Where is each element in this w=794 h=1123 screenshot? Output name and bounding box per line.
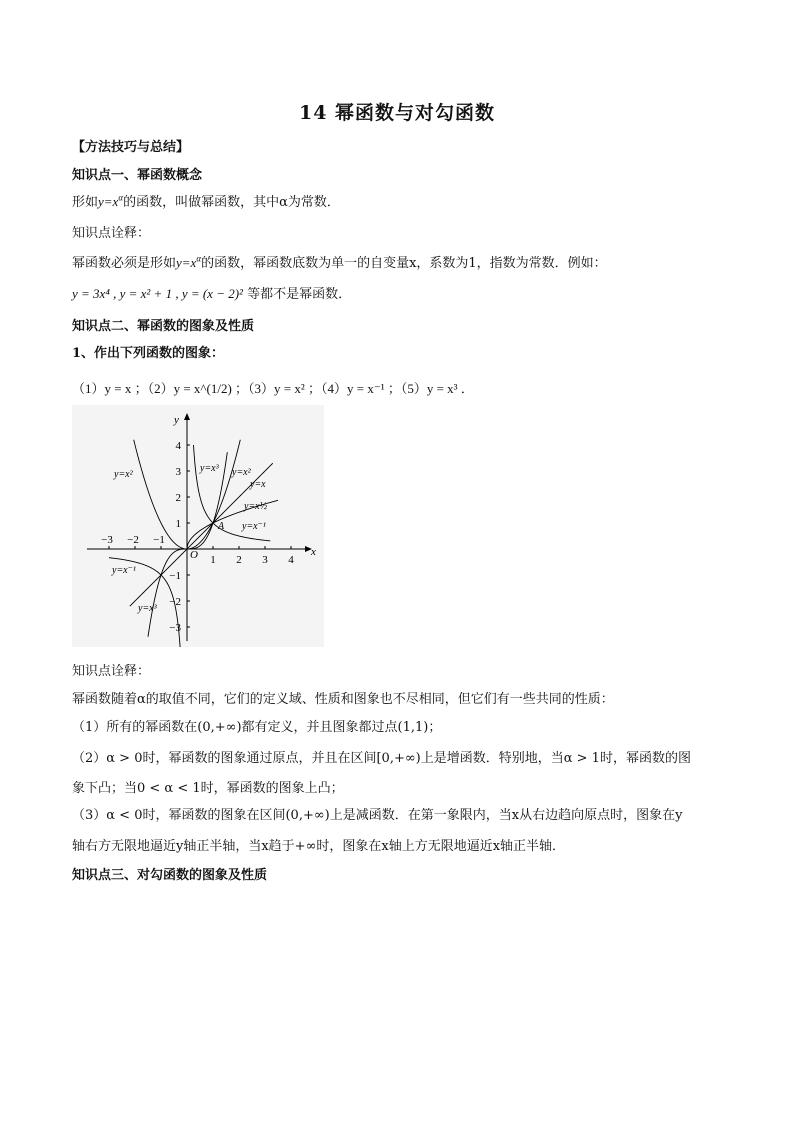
kp1-def-exponent: α [118,192,124,203]
label-y-x2-left: y=x² [114,469,133,480]
power-function-graph [72,405,324,647]
section-header: 【方法技巧与总结】 [72,140,190,155]
kp2-functions: （1）y = x ；（2）y = x^(1/2) ；（3）y = x² ；（4）y = x⁻¹ ；（5）y = x³ ． [72,381,474,396]
x-tick-label: 4 [288,554,294,566]
y-tick-label: 1 [175,518,181,530]
label-y-x3-bottom: y=x³ [138,603,157,614]
y-tick-label: −2 [169,596,181,608]
y-tick-label: −1 [169,570,181,582]
y-tick-label: 4 [175,440,181,452]
kp2-intro: 幂函数随着α的取值不同，它们的定义域、性质和图象也不尽相同，但它们有一些共同的性质： [72,692,614,707]
page-title: 14 幂函数与对勾函数 [298,102,496,124]
label-y-inv-right: y=x⁻¹ [242,521,266,532]
kp3-heading: 知识点三、对勾函数的图象及性质 [72,868,268,883]
kp1-note-exponent: α [196,253,202,264]
kp2-property-2a: （2）α > 0时，幂函数的图象通过原点，并且在区间[0,+∞)上是增函数．特别地，当α > 1时，幂函数的图 [72,751,691,766]
kp1-examples [72,283,351,302]
x-tick-label: 3 [262,554,268,566]
y-tick-label: −3 [169,622,181,634]
kp1-definition [72,191,340,210]
y-tick-label: 2 [175,492,181,504]
label-y-x2-right: y=x² [232,467,251,478]
kp2-task: 1、作出下列函数的图象： [72,346,225,361]
graph-svg [72,405,324,647]
kp2-heading: 知识点二、幂函数的图象及性质 [72,319,255,334]
kp1-note-heading: 知识点诠释： [72,226,151,241]
kp1-note-formula: y=x [176,255,197,270]
x-tick-label: 1 [210,554,216,566]
label-y-inv-left: y=x⁻¹ [112,565,136,576]
kp1-heading: 知识点一、幂函数概念 [72,168,203,183]
kp1-note-text-2: 的函数，幂函数底数为单一的自变量x，系数为1，指数为常数．例如： [201,256,607,271]
kp2-property-3b: 轴右方无限地逼近y轴正半轴，当x趋于+∞时，图象在x轴上方无限地逼近x轴正半轴． [72,839,566,854]
kp1-examples-formula: y = 3x⁴ , y = x² + 1 , y = (x − 2)² [72,286,243,301]
kp1-examples-tail: 等都不是幂函数． [247,287,352,302]
kp2-property-1: （1）所有的幂函数在(0,+∞)都有定义，并且图象都过点(1,1)； [72,720,442,735]
x-tick-label: 2 [236,554,242,566]
label-y-sqrt: y=x½ [244,501,268,512]
x-tick-label: −3 [101,534,113,546]
label-y-x: y=x [250,479,266,490]
kp2-property-2b: 象下凸；当0 < α < 1时，幂函数的图象上凸； [72,781,344,796]
kp2-property-3a: （3）α < 0时，幂函数的图象在区间(0,+∞)上是减函数．在第一象限内，当x从右边趋向原点时，图象在y [72,808,683,823]
graph-labels [111,414,316,614]
kp1-note-text: 幂函数必须是形如 [72,256,177,271]
origin-label: O [190,549,198,561]
kp1-def-text-2: 的函数，叫做幂函数，其中α为常数． [123,195,340,210]
label-y-x3-top: y=x³ [200,463,219,474]
x-tick-label: −2 [127,534,139,546]
y-axis-label: y [174,414,179,426]
kp1-def-text: 形如 [72,195,99,210]
kp1-note [72,252,607,271]
kp2-note-heading: 知识点诠释： [72,664,151,679]
kp1-def-formula: y=x [98,194,119,209]
y-tick-label: 3 [175,466,181,478]
point-a-label: A [218,521,225,532]
x-axis-label: x [311,546,316,558]
y-axis-arrow [184,413,190,420]
x-tick-label: −1 [153,534,165,546]
